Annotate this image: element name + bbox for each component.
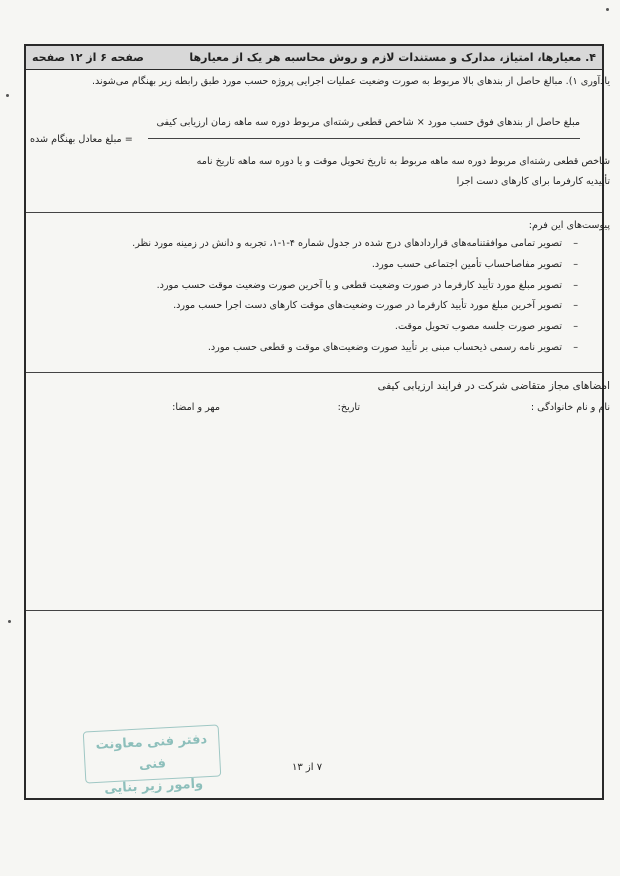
attachment-item: تصویر صورت جلسه مصوب تحویل موقت. (394, 321, 562, 332)
scan-speck (606, 8, 609, 11)
fraction-line (148, 138, 580, 139)
stamp-line1: دفتر فنی معاونت فنی (95, 732, 208, 773)
formula-denominator-line1: شاخص قطعی رشته‌ای مربوط دوره سه ماهه مربوط به تاریخ تحویل موقت و یا دوره سه ماهه تاریخ نامه (196, 156, 610, 167)
section-divider (26, 372, 602, 373)
attachment-item: تصویر تمامی موافقتنامه‌های قراردادهای درج شده در جدول شماره ۴-۱-۱، تجربه و دانش در زمینه مورد نظر. (132, 238, 562, 249)
bullet-dash: – (573, 300, 578, 311)
signatures-title: امضاهای مجاز متقاضی شرکت در فرایند ارزیابی کیفی (377, 380, 610, 392)
reminder-note: یادآوری ۱). مبالغ حاصل از بندهای بالا مربوط به صورت وضعیت عملیات اجرایی پروژه حسب مورد طبق رابطه زیر بهنگام می‌شوند. (91, 76, 610, 87)
stamp-line2: وامور زیر بنایی (103, 776, 204, 797)
office-stamp (83, 724, 222, 797)
bullet-dash: – (573, 280, 578, 291)
section-divider (26, 610, 602, 611)
attachment-item: تصویر نامه رسمی ذیحساب مبنی بر تأیید صورت وضعیت‌های موقت و قطعی حسب مورد. (207, 342, 562, 353)
bullet-dash: – (573, 259, 578, 270)
formula-numerator: مبلغ حاصل از بندهای فوق حسب مورد × شاخص قطعی رشته‌ای مربوط دوره سه ماهه زمان ارزیابی کیفی (156, 117, 580, 128)
attachment-item: تصویر آخرین مبلغ مورد تأیید کارفرما در صورت وضعیت‌های موقت کارهای دست اجرا حسب مورد. (173, 300, 562, 311)
attachment-item: تصویر مفاصاحساب تأمین اجتماعی حسب مورد. (371, 259, 562, 270)
formula-result-label: = مبلغ معادل بهنگام شده (30, 134, 133, 145)
bullet-dash: – (573, 238, 578, 249)
header-page-info: صفحه ۶ از ۱۲ صفحه (32, 51, 144, 64)
bullet-dash: – (573, 321, 578, 332)
name-field-label[interactable]: نام و نام خانوادگی : (530, 402, 610, 413)
attachments-title: پیوست‌های این فرم: (528, 220, 610, 231)
scan-speck (6, 94, 9, 97)
page-number: ۷ از ۱۳ (292, 762, 323, 773)
section-divider (26, 212, 602, 213)
attachment-item: تصویر مبلغ مورد تأیید کارفرما در صورت وضعیت قطعی و یا آخرین صورت وضعیت موقت حسب مورد. (156, 280, 562, 291)
date-field-label[interactable]: تاریخ: (337, 402, 360, 413)
page-header (26, 46, 602, 70)
bullet-dash: – (573, 342, 578, 353)
scan-speck (8, 620, 11, 623)
header-title: ۴. معیارها، امتیاز، مدارک و مستندات لازم و روش محاسبه هر یک از معیارها (189, 51, 596, 64)
formula-denominator-line2: تأییدیه کارفرما برای کارهای دست اجرا (456, 176, 610, 187)
seal-field-label[interactable]: مهر و امضا: (172, 402, 220, 413)
